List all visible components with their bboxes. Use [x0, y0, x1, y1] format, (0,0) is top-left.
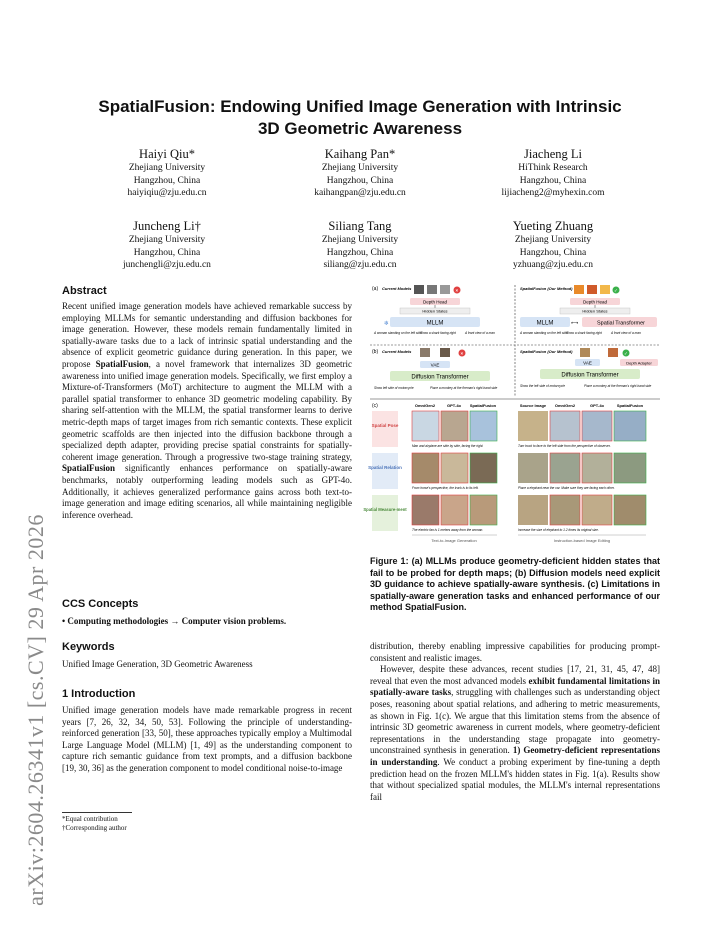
edit-row-relation — [518, 453, 646, 483]
prompt-b-ours-2: Place a monkey at the fireman's right-hand side — [584, 384, 652, 388]
col-source-right: Source Image — [519, 403, 547, 408]
footer-editing: Instruction-based Image Editing — [553, 538, 611, 543]
prompt-a-2: Show a shark facing right — [420, 331, 456, 335]
ccs-heading: CCS Concepts — [62, 598, 139, 610]
label-spatialfusion-b: SpatialFusion (Our Method) — [520, 349, 573, 354]
frozen-icon: ❄ — [384, 321, 390, 327]
label-a: (a) — [372, 286, 379, 292]
author-name: Juncheng Li† — [133, 219, 201, 233]
depth-thumbnails-ours — [574, 285, 620, 294]
right-paragraph-1: distribution, thereby enabling impressive capabilities for producing prompt-consistent and realistic images. — [370, 641, 660, 663]
prompt-a-ours-1: A woman standing on the left side — [520, 331, 568, 335]
figure-1 — [363, 283, 660, 546]
right-paragraph-2: However, despite these advances, recent studies [17, 21, 31, 45, 47, 48] reveal that even the most advanced models exhibit fundamental limitations in spatially-aware tasks, struggling with challenges such as understanding object poses, reasoning about spatial relations, and adhering to metric measurements, as shown in Fig. 1(c). We argue that this limitation stems from the absence of intrinsic 3D geometric awareness in current models, where geometry-deficient representations in the understanding stage propagate into geometry-unconstrained synthesis in generation. 1) Geometry-deficient representations in understanding. We conduct a probing experiment by fine-tuning a depth prediction head on the frozen MLLM's hidden states in Fig. 1(a). Results show that without specialized spatial modules, the MLLM's internal representations fail — [370, 664, 660, 802]
author-city: Hangzhou, China — [326, 247, 394, 258]
author-name: Kaihang Pan* — [324, 147, 396, 161]
prompt-a-ours-3: A front view of a man — [611, 331, 641, 335]
author-block — [458, 146, 648, 200]
svg-text:×: × — [460, 351, 464, 356]
caption-edit-pose: Turn truck to face to the left side from the perspective of observer. — [518, 444, 611, 448]
author-block — [265, 146, 455, 200]
prompt-b-1: Show left side of motorcycle — [374, 386, 414, 390]
edit-row-measure — [518, 495, 646, 525]
author-block — [458, 218, 648, 272]
spatial-transformer-label: Spatial Transformer — [597, 320, 645, 327]
prompt-a-ours-2: Show a shark facing right — [566, 331, 602, 335]
author-city: Hangzhou, China — [519, 247, 587, 258]
abstract-heading: Abstract — [62, 285, 107, 297]
svg-text:✓: ✓ — [624, 351, 628, 356]
arxiv-stamp — [6, 250, 66, 906]
caption-edit-measure: Increase the size of elephant to 1.2 times its original size. — [518, 528, 599, 532]
row-label-measure: Spatial Measure-ment — [363, 507, 407, 512]
title-line-1: SpatialFusion: Endowing Unified Image Generation with Intrinsic — [98, 97, 622, 116]
paper-title — [60, 96, 660, 140]
row-label-pose: Spatial Pose — [371, 423, 399, 428]
ccs-text: • Computing methodologies → Computer vision problems. — [62, 616, 287, 626]
depth-head-label-a: Depth Head — [422, 299, 448, 305]
depth-adapter-label: Depth Adapter — [626, 360, 652, 366]
col-gpt4o-left: GPT-4o — [446, 403, 462, 408]
author-block — [265, 218, 455, 272]
svg-text:×: × — [455, 288, 459, 293]
depth-head-label-ours: Depth Head — [582, 299, 608, 305]
abstract-body: Recent unified image generation models have achieved remarkable success by employing MLLMs for semantic understanding and diffusion backbones for image generation. However, these models remain fundamentally limited in spatially-aware tasks due to a lack of intrinsic spatial understanding and the absence of explicit geometric guidance during generation. In this paper, we propose SpatialFusion, a novel framework that internalizes 3D geometric awareness into unified image generation models. Specifically, we first employ a Mixture-of-Transformers (MoT) architecture to augment the MLLM with a parallel spatial transformer to enhance 3D geometric modeling capability. By sharing self-attention with the MLLM, the spatial transformer learns to derive metric-depth maps of target images from rich semantic contexts. These explicit geometric scaffolds are then injected into the diffusion backbone through a specialized depth adapter, providing precise spatial constraints for spatially-coherent image generation. Through a progressive two-stage training strategy, SpatialFusion significantly enhances performance on spatially-aware benchmarks, notably outperforming leading models such as GPT-4o. Additionally, it achieves generalized performance gains across both text-to-image generation and image editing scenarios, all while maintaining negligible inference overhead. — [62, 301, 352, 520]
row-label-bg-relation — [372, 453, 398, 489]
svg-text:✓: ✓ — [614, 288, 618, 293]
prompt-b-ours-1: Show the left side of motorcycle — [520, 384, 566, 388]
prompt-a-3: A front view of a man — [465, 331, 495, 335]
label-b: (b) — [372, 349, 379, 355]
author-block — [72, 218, 262, 272]
row-label-bg-measure — [372, 495, 398, 531]
author-city: Hangzhou, China — [133, 175, 201, 186]
author-email: kaihangpan@zju.edu.cn — [314, 188, 406, 198]
title-line-2: 3D Geometric Awareness — [257, 119, 463, 138]
t2i-row-pose — [412, 411, 497, 441]
mllm-label-ours: MLLM — [536, 320, 554, 327]
t2i-row-relation — [412, 453, 497, 483]
prompt-b-2: Place a monkey at the fireman's right-hand side — [430, 386, 498, 390]
label-current-models-a: Current Models — [382, 286, 412, 291]
author-email: yzhuang@zju.edu.cn — [513, 260, 593, 270]
prompt-a-1: A woman standing on the left side — [374, 331, 422, 335]
author-email: junchengli@zju.edu.cn — [123, 260, 211, 270]
hidden-states-label-a: Hidden States — [422, 308, 448, 314]
col-omnigen2-left: OmniGen2 — [414, 403, 436, 408]
row-label-bg-pose — [372, 411, 398, 447]
label-spatialfusion-a: SpatialFusion (Our Method) — [520, 286, 573, 291]
author-block — [72, 146, 262, 200]
footer-t2i: Text-to-Image Generation — [431, 538, 477, 543]
col-spatialfusion-right: SpatialFusion — [616, 403, 644, 408]
intro-heading: 1 Introduction — [62, 688, 136, 700]
footnote-corresponding: †Corresponding author — [62, 824, 127, 832]
footnote-rule — [62, 812, 132, 813]
author-name: Haiyi Qiu* — [139, 147, 195, 161]
row-label-relation: Spatial Relation — [368, 465, 402, 470]
col-omnigen2-right: OmniGen2 — [554, 403, 576, 408]
author-affiliation: Zhejiang University — [128, 163, 206, 173]
author-name: Jiacheng Li — [524, 147, 582, 161]
col-spatialfusion-left: SpatialFusion — [469, 403, 497, 408]
figure-1-caption: Figure 1: (a) MLLMs produce geometry-deficient hidden states that fail to be probed for depth maps; (b) Diffusion models need explicit 3D guidance to achieve spatially-aware synthesis. (c) Limitations in spatially-aware generation tasks and enhanced performance of our method SpatialFusion. — [370, 556, 660, 613]
caption-t2i-relation: From horse's perspective, the truck is to its left. — [412, 486, 479, 490]
author-name: Siliang Tang — [328, 219, 392, 233]
edit-row-pose — [518, 411, 646, 441]
author-affiliation: Zhejiang University — [321, 235, 399, 245]
caption-edit-relation: Place a elephant near the car. Make sure they are facing each other. — [518, 486, 615, 490]
footnote-equal: *Equal contribution — [62, 815, 118, 823]
author-affiliation: Zhejiang University — [321, 163, 399, 173]
author-affiliation: HiThink Research — [518, 163, 588, 173]
author-name: Yueting Zhuang — [512, 219, 594, 233]
col-gpt4o-right: GPT-4o — [589, 403, 605, 408]
vae-label-right: VAE — [583, 360, 592, 366]
author-affiliation: Zhejiang University — [514, 235, 592, 245]
author-city: Hangzhou, China — [326, 175, 394, 186]
vae-label-left: VAE — [430, 362, 440, 368]
keywords-heading: Keywords — [62, 641, 115, 653]
arxiv-id: arXiv:2604.26341v1 [cs.CV] 29 Apr 2026 — [23, 514, 48, 906]
label-current-models-b: Current Models — [382, 349, 412, 354]
author-affiliation: Zhejiang University — [128, 235, 206, 245]
mllm-label-a: MLLM — [426, 320, 444, 327]
caption-t2i-pose: Man and airplane are side by side, facing the right. — [412, 444, 484, 448]
author-city: Hangzhou, China — [133, 247, 201, 258]
label-c: (c) — [372, 403, 378, 409]
intro-body: Unified image generation models have made remarkable progress in recent years [7, 26, 32, 34, 50, 53]. Following the principle of understanding-reinforced generation [33, 50], these approaches typically employ a Multimodal Large Language Model (MLLM) [1, 49] as the understanding component to capture rich semantic guidance from text prompts, and a diffusion backbone [19, 30, 36] as the generation component to model conditional noise-to-image — [62, 705, 352, 773]
diffusion-label-right: Diffusion Transformer — [561, 372, 619, 379]
author-email: lijiacheng2@myhexin.com — [501, 188, 605, 198]
author-email: haiyiqiu@zju.edu.cn — [127, 188, 207, 198]
caption-t2i-measure: The electric fan is 1 meters away from the woman. — [412, 528, 484, 532]
author-email: siliang@zju.edu.cn — [323, 260, 397, 270]
author-city: Hangzhou, China — [519, 175, 587, 186]
shared-attn-arrow: ⟷ — [571, 320, 579, 327]
diffusion-label-left: Diffusion Transformer — [411, 374, 469, 381]
t2i-row-measure — [412, 495, 497, 525]
depth-thumbnails-current — [414, 285, 461, 294]
hidden-states-label-ours: Hidden States — [582, 308, 608, 314]
right-column-body — [370, 641, 660, 803]
keywords-text: Unified Image Generation, 3D Geometric Awareness — [62, 659, 253, 669]
